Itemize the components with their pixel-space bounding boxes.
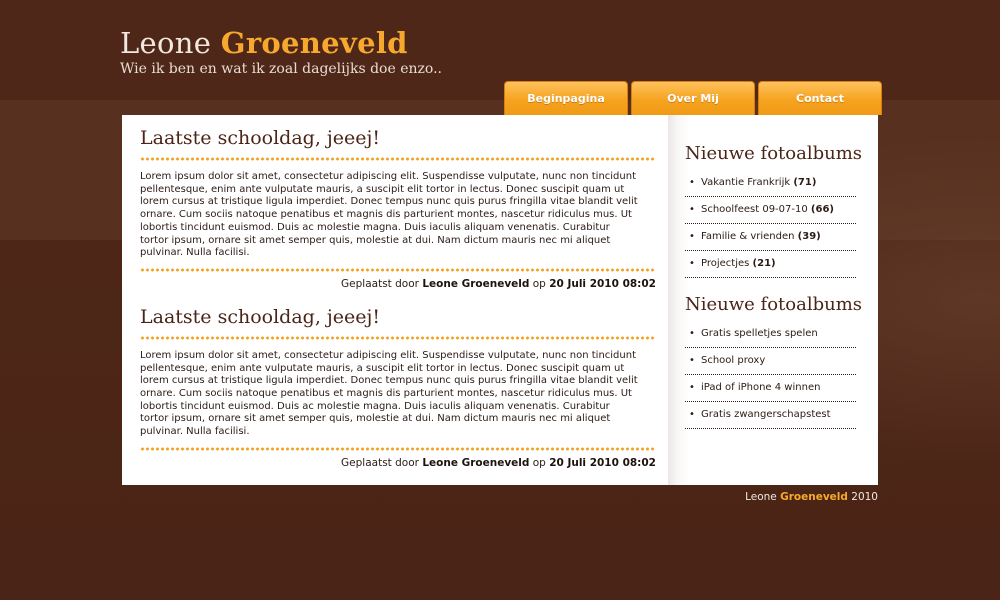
album-item-projectjes[interactable] bbox=[685, 251, 856, 278]
post-meta-mid: op bbox=[532, 277, 546, 290]
album-list bbox=[685, 170, 856, 278]
link-label: School proxy bbox=[701, 355, 766, 366]
link-label: Gratis spelletjes spelen bbox=[701, 328, 818, 339]
album-label: Vakantie Frankrijk bbox=[701, 177, 791, 188]
link-item-zwangerschapstest[interactable] bbox=[685, 402, 856, 429]
album-count: (66) bbox=[810, 204, 834, 215]
bullet-icon: • bbox=[689, 382, 695, 393]
album-count: (71) bbox=[793, 177, 817, 188]
footer-first-name: Leone bbox=[745, 491, 777, 503]
album-label: Schoolfeest 09-07-10 bbox=[701, 204, 808, 215]
link-label: Gratis zwangerschapstest bbox=[701, 409, 831, 420]
album-count: (21) bbox=[752, 258, 776, 269]
site-title[interactable] bbox=[120, 26, 442, 60]
album-label: Familie & vrienden bbox=[701, 231, 795, 242]
post-body: Lorem ipsum dolor sit amet, consectetur adipiscing elit. Suspendisse vulputate, nunc non tincidunt pellentesque, enim ante vulputate mauris, a suscipit elit tortor in lectus. Donec suscipit quam ut lorem cursus at tristique ligula imperdiet. Donec tempus nunc quis purus fringilla vitae blandit velit ornare. Cum sociis natoque penatibus et magnis dis parturient montes, nascetur ridiculus mus. Ut lobortis tincidunt euismod. Duis ac molestie magna. Duis iaculis aliquam venenatis. Curabitur tortor ipsum, ornare sit amet semper quis, molestie at dui. Nam dictum mauris nec mi aliquet pulvinar. Nulla facilisi. bbox=[140, 349, 638, 438]
bullet-icon: • bbox=[689, 409, 695, 420]
post-author: Leone Groeneveld bbox=[422, 456, 530, 469]
album-item-familie-vrienden[interactable] bbox=[685, 224, 856, 251]
album-item-vakantie-frankrijk[interactable] bbox=[685, 170, 856, 197]
content-area bbox=[122, 115, 668, 485]
site-title-last-name: Groeneveld bbox=[220, 26, 408, 60]
site-footer bbox=[0, 491, 878, 503]
post-title[interactable]: Laatste schooldag, jeeej! bbox=[140, 305, 381, 328]
post-meta bbox=[140, 272, 656, 290]
post-meta bbox=[140, 451, 656, 469]
main-panel bbox=[122, 115, 878, 485]
link-item-school-proxy[interactable] bbox=[685, 348, 856, 375]
link-item-spelletjes[interactable] bbox=[685, 321, 856, 348]
sidebar bbox=[668, 115, 878, 485]
post-title[interactable]: Laatste schooldag, jeeej! bbox=[140, 127, 381, 149]
nav-tab-beginpagina[interactable]: Beginpagina bbox=[504, 81, 628, 115]
link-list bbox=[685, 321, 856, 429]
post-meta-mid: op bbox=[532, 456, 546, 469]
sidebar-links-title: Nieuwe fotoalbums bbox=[685, 294, 863, 315]
album-count: (39) bbox=[797, 231, 821, 242]
post-meta-prefix: Geplaatst door bbox=[341, 277, 419, 290]
bullet-icon: • bbox=[689, 177, 695, 188]
post-body: Lorem ipsum dolor sit amet, consectetur adipiscing elit. Suspendisse vulputate, nunc non tincidunt pellentesque, enim ante vulputate mauris, a suscipit elit tortor in lectus. Donec suscipit quam ut lorem cursus at tristique ligula imperdiet. Donec tempus nunc quis purus fringilla vitae blandit velit ornare. Cum sociis natoque penatibus et magnis dis parturient montes, nascetur ridiculus mus. Ut lobortis tincidunt euismod. Duis ac molestie magna. Duis iaculis aliquam venenatis. Curabitur tortor ipsum, ornare sit amet semper quis, molestie at dui. Nam dictum mauris nec mi aliquet pulvinar. Nulla facilisi. bbox=[140, 171, 638, 259]
bullet-icon: • bbox=[689, 258, 695, 269]
nav-tab-contact[interactable]: Contact bbox=[758, 81, 882, 115]
footer-year: 2010 bbox=[851, 491, 878, 503]
link-label: iPad of iPhone 4 winnen bbox=[701, 382, 821, 393]
site-header bbox=[120, 26, 442, 77]
bullet-icon: • bbox=[689, 355, 695, 366]
site-tagline: Wie ik ben en wat ik zoal dagelijks doe enzo.. bbox=[120, 61, 442, 77]
site-title-first-name: Leone bbox=[120, 26, 212, 60]
post-meta-prefix: Geplaatst door bbox=[341, 456, 419, 469]
post-author: Leone Groeneveld bbox=[422, 277, 530, 290]
sidebar-albums-title: Nieuwe fotoalbums bbox=[685, 143, 863, 164]
bullet-icon: • bbox=[689, 231, 695, 242]
bullet-icon: • bbox=[689, 328, 695, 339]
bullet-icon: • bbox=[689, 204, 695, 215]
album-item-schoolfeest[interactable] bbox=[685, 197, 856, 224]
blog-post bbox=[140, 306, 658, 469]
album-label: Projectjes bbox=[701, 258, 750, 269]
main-nav bbox=[504, 81, 882, 115]
post-date: 20 Juli 2010 08:02 bbox=[549, 456, 656, 469]
blog-post bbox=[140, 127, 658, 290]
link-item-ipad[interactable] bbox=[685, 375, 856, 402]
nav-tab-over-mij[interactable]: Over Mij bbox=[631, 81, 755, 115]
footer-last-name: Groeneveld bbox=[780, 491, 848, 503]
post-date: 20 Juli 2010 08:02 bbox=[549, 277, 656, 290]
